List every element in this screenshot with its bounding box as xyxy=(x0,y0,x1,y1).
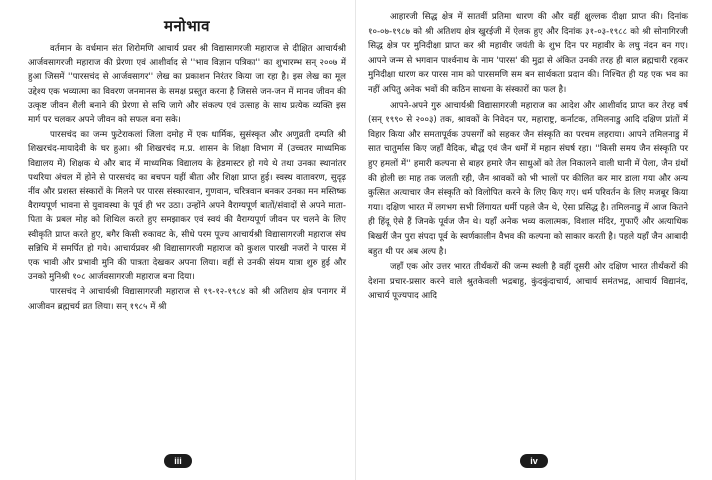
left-paragraph-2: पारसचंद का जन्म फुटेराकलां जिला दमोह में एक धार्मिक, सुसंस्कृत और अणुव्रती दम्पति श्री शिखरचंद-मायादेवी के घर हुआ। श्री शिखरचंद म.प्र. शासन के शिक्षा विभाग में (उच्चतर माध्यमिक विद्यालय में) शिक्षक थे और बाद में माध्यमिक विद्यालय के हेडमास्टर हो गये थे तथा उनका स्थानांतर पथरिया अंचल में होने से पारसचंद का बचपन यहीं बीता और शिक्षा प्राप्त हुई। स्वस्थ वातावरण, सुदृढ़ नींव और प्रशस्त संस्कारों के मिलने पर पारस संस्कारवान, गुणवान, चरित्रवान बनकर उनका मन मस्तिष्क वैराग्यपूर्ण भावना से युवावस्था के पूर्व ही भर उठा। उन्होंने अपने वैराग्यपूर्ण बातों/संवादों से अपने माता-पिता के प्रबल मोह को शिथिल करते हुए समझाकर एवं स्वयं की वैराग्यपूर्ण जीवन पर चलने के लिए स्वीकृति प्राप्त करते हुए, बगैर किसी रुकावट के, सीधे परम पूज्य आचार्यश्री विद्यासागरजी महाराज संघ सन्निधि में समर्पित हो गये। आचार्यप्रवर श्री विद्यासागरजी महाराज को कुशल पारखी नजरों ने पारस में एक भावी और प्रभावी मुनि की पात्रता देखकर अपना लिया। वहीं से उनकी संयम यात्रा शुरु हुई और उनको मुनिश्री १०८ आर्जवसागरजी महाराज बना दिया। xyxy=(28,130,346,283)
right-paragraph-2: आपने-अपने गुरु आचार्यश्री विद्यासागरजी महाराज का आदेश और आशीर्वाद प्राप्त कर तेरह वर्ष (सन् १९९० से २००३) तक, श्रावकों के निवेदन पर, महाराष्ट्र, कर्नाटक, तमिलनाडु आदि दक्षिण प्रांतों में विहार किया और समतापूर्वक उपसर्गों को सहकर जैन संस्कृति का परचम लहराया। आपने तमिलनाडु में सात चातुर्मास किए जहाँ वैदिक, बौद्ध एवं जैन धर्मों में महान संघर्ष रहा। ''किसी समय जैन संस्कृति पर हुए हमलों में'' हमारी कल्पना से बाहर हमारे जैन साधुओं को तेल निकालने वाली घानी में पेला, जैन ग्रंथों की होली छः माह तक जलती रही, जैन श्रावकों को भी भालों पर कीलित कर मार डाला गया और अन्य कुत्सित अत्याचार जैन संस्कृति को विलोपित करने के लिए किए गए। धर्म परिवर्तन के लिए मजबूर किया गया। दक्षिण भारत में लगभग सभी लिंगायत धर्मी पहले जैन थे, ऐसा प्रसिद्ध है। तमिलनाडु में आज कितने ही हिंदू ऐसे हैं जिनके पूर्वज जैन थे। यहाँ अनेक भव्य कलात्मक, विशाल मंदिर, गुफाएँ और अत्याधिक बिखरीं जैन पुरा संपदा पूर्व के स्वर्णकालीन वैभव की कल्पना को साकार करती है। पहले यहाँ जैन आबादी बहुत थी पर अब अल्प है। xyxy=(368,100,688,257)
page-title: मनोभाव xyxy=(164,17,210,35)
left-paragraph-3: पारसचंद ने आचार्यश्री विद्यासागरजी महाराज से १९-१२-१९८४ को श्री अतिशय क्षेत्र पनागर में आजीवन ब्रह्मचर्य व्रत लिया। सन् १९८५ में श्री xyxy=(28,287,346,312)
right-paragraph-1: आहारजी सिद्ध क्षेत्र में सातवीं प्रतिमा धारण की और वहीं क्षुल्लक दीक्षा प्राप्त की। दिनांक १०-०७-१९८७ को श्री अतिशय क्षेत्र खुरईजी में ऐलक हुए और दिनांक ३१-०३-१९८८ को श्री सोनागिरजी सिद्ध क्षेत्र पर मुनिदीक्षा प्राप्त कर श्री महावीर जयंती के शुभ दिन पर महावीर के लघु नंदन बन गए। आपने जन्म से भगवान पार्श्वनाथ के नाम 'पारस' की मुद्रा से अंकित उनकी तरह ही बाल ब्रह्मचारी रहकर मुनिदीक्षा धारण कर पारस नाम को पारसमणि सम बन सार्थकता प्रदान की। निश्चित ही यह एक भव का नहीं अपितु अनेक भवों की कठिन साधना के संस्कारों का फल है। xyxy=(368,12,688,95)
right-page xyxy=(356,0,712,480)
page-number-right: iv xyxy=(520,454,548,468)
left-paragraph-1: वर्तमान के वर्धमान संत शिरोमणि आचार्य प्रवर श्री विद्यासागरजी महाराज से दीक्षित आचार्यश्री आर्जवसागरजी महाराज की प्रेरणा एवं आशीर्वाद से ''भाव विज्ञान पत्रिका'' का शुभारम्भ सन् २००७ में हुआ जिसमें ''पारसचंद से आर्जवसागर'' लेख का प्रकाशन निरंतर किया जा रहा है। इस लेख का मूल उद्देश्य एक भव्यात्मा का विवरण जनमानस के समक्ष प्रस्तुत करना है जिससे जन-जन में मानव जीवन की उत्कृष्ट जीवन शैली बनाने की प्रेरणा से सचि जागे और संकल्प एवं उत्साह के साथ प्रत्येक व्यक्ति इस मार्ग पर चलकर अपने जीवन को सफल बना सके। xyxy=(28,44,346,126)
page-number-left: iii xyxy=(164,454,192,468)
right-paragraph-3: जहाँ एक ओर उत्तर भारत तीर्थंकरों की जन्म स्थली है वहीं दूसरी ओर दक्षिण भारत तीर्थंकरों की देशना प्रचार-प्रसार करने वाले श्रुतकेवली भद्रबाहु, कुंदकुंदाचार्य, आचार्य समंतभद्र, आचार्य विद्यानंद, आचार्य पूज्यपाद आदि xyxy=(368,262,688,302)
